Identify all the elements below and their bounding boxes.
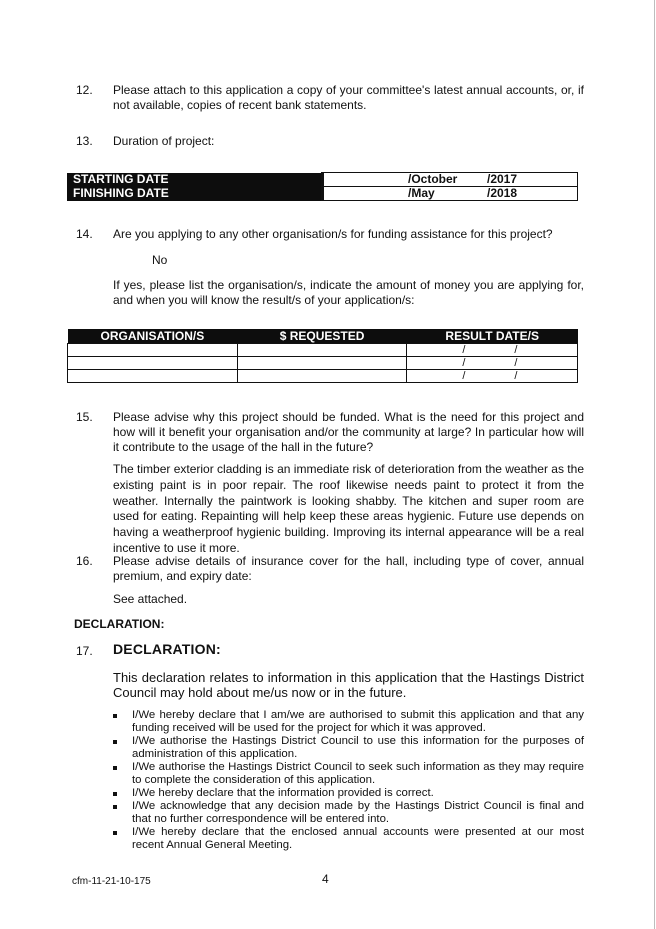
finishing-year: /2018 — [487, 186, 518, 200]
organisation-cell[interactable] — [68, 370, 238, 383]
bullet-icon — [113, 831, 117, 835]
item-12-text: Please attach to this application a copy of your committee's latest annual accounts, or, if not available, copies of recent bank statements. — [113, 83, 584, 112]
date-slash: / — [462, 357, 466, 369]
declaration-item-text: I/We hereby declare that the enclosed annual accounts were presented at our most recent Annual General Meeting. — [132, 826, 584, 851]
finishing-date-row — [67, 187, 578, 201]
item-16-question: Please advise details of insurance cover for the hall, including type of cover, annual premium, and expiry date: — [113, 554, 584, 583]
table-row — [68, 357, 578, 370]
date-slash: / — [462, 370, 466, 382]
header-requested: $ REQUESTED — [237, 329, 407, 344]
item-15-question: Please advise why this project should be funded. What is the need for this project and how will it benefit your organisation and/or the community at large? In particular how will it contribute to the usage of the hall in the future? — [113, 410, 584, 454]
list-item — [113, 709, 584, 735]
finishing-month: /May — [408, 186, 435, 200]
bullet-icon — [113, 805, 117, 809]
item-17-number: 17. — [76, 644, 93, 658]
declaration-item-text: I/We authorise the Hastings District Council to seek such information as they may require to complete the consideration of this application. — [132, 761, 584, 786]
item-15-number: 15. — [76, 410, 93, 424]
result-date-cell[interactable] — [407, 344, 578, 357]
declaration-title: DECLARATION: — [113, 641, 221, 657]
organisations-table — [67, 329, 578, 383]
result-date-cell[interactable] — [407, 370, 578, 383]
starting-date-value — [323, 173, 578, 187]
project-duration-table — [67, 172, 578, 201]
item-16-answer: See attached. — [113, 592, 188, 606]
list-item — [113, 761, 584, 787]
requested-cell[interactable] — [237, 344, 407, 357]
declaration-item-text: I/We hereby declare that I am/we are authorised to submit this application and that any funding received will be used for the project for which it was approved. — [132, 709, 584, 734]
table-row — [68, 370, 578, 383]
header-result-dates: RESULT DATE/S — [407, 329, 578, 344]
starting-month: /October — [408, 172, 458, 186]
item-16-number: 16. — [76, 554, 93, 568]
bullet-icon — [113, 740, 117, 744]
declaration-item-text: I/We authorise the Hastings District Council to use this information for the purposes of administration of this application. — [132, 735, 584, 760]
declaration-item-text: I/We acknowledge that any decision made by the Hastings District Council is final and that no further correspondence will be entered into. — [132, 800, 584, 825]
bullet-icon — [113, 714, 117, 718]
declaration-list — [113, 709, 584, 852]
bullet-icon — [113, 766, 117, 770]
item-13-number: 13. — [76, 134, 93, 148]
organisation-cell[interactable] — [68, 344, 238, 357]
header-organisations: ORGANISATION/S — [68, 329, 238, 344]
date-slash: / — [514, 357, 518, 369]
starting-date-label: STARTING DATE — [67, 173, 323, 187]
item-12-number: 12. — [76, 83, 93, 97]
footer-form-id: cfm-11-21-10-175 — [72, 876, 151, 887]
date-slash: / — [514, 344, 518, 356]
item-15-answer: The timber exterior cladding is an immediate risk of deterioration from the weather as the existing paint is in poor repair. The roof likewise needs paint to protect it from the weather. Internally the paintwork is looking shabby. The kitchen and super room are used for eating. Repainting will help keep these areas hygienic. Future use depends on having a weatherproof hygienic building. Improving its internal appearance will be a real incentive to use it more. — [113, 462, 584, 555]
item-14-number: 14. — [76, 227, 93, 241]
organisation-cell[interactable] — [68, 357, 238, 370]
organisations-header-row — [68, 329, 578, 344]
list-item — [113, 787, 584, 800]
date-slash: / — [514, 370, 518, 382]
requested-cell[interactable] — [237, 357, 407, 370]
date-slash: / — [462, 344, 466, 356]
list-item — [113, 826, 584, 852]
item-14-answer: No — [152, 253, 168, 267]
item-14-instruction: If yes, please list the organisation/s, indicate the amount of money you are applying for, and when you will know the result/s of your application/s: — [113, 278, 584, 307]
bullet-icon — [113, 792, 117, 796]
starting-year: /2017 — [487, 172, 518, 186]
starting-date-row — [67, 173, 578, 187]
result-date-cell[interactable] — [407, 357, 578, 370]
item-13-text: Duration of project: — [113, 134, 215, 148]
list-item — [113, 735, 584, 761]
list-item — [113, 800, 584, 826]
table-row — [68, 344, 578, 357]
footer-page-number: 4 — [322, 872, 329, 886]
page-edge-line — [654, 0, 655, 929]
requested-cell[interactable] — [237, 370, 407, 383]
finishing-date-label: FINISHING DATE — [67, 187, 323, 201]
finishing-date-value — [323, 187, 578, 201]
declaration-item-text: I/We hereby declare that the information provided is correct. — [132, 787, 434, 799]
item-14-question: Are you applying to any other organisation/s for funding assistance for this project? — [113, 227, 553, 241]
declaration-intro: This declaration relates to information in this application that the Hastings District Council may hold about me/us now or in the future. — [113, 670, 584, 700]
declaration-section-heading: DECLARATION: — [74, 617, 165, 631]
